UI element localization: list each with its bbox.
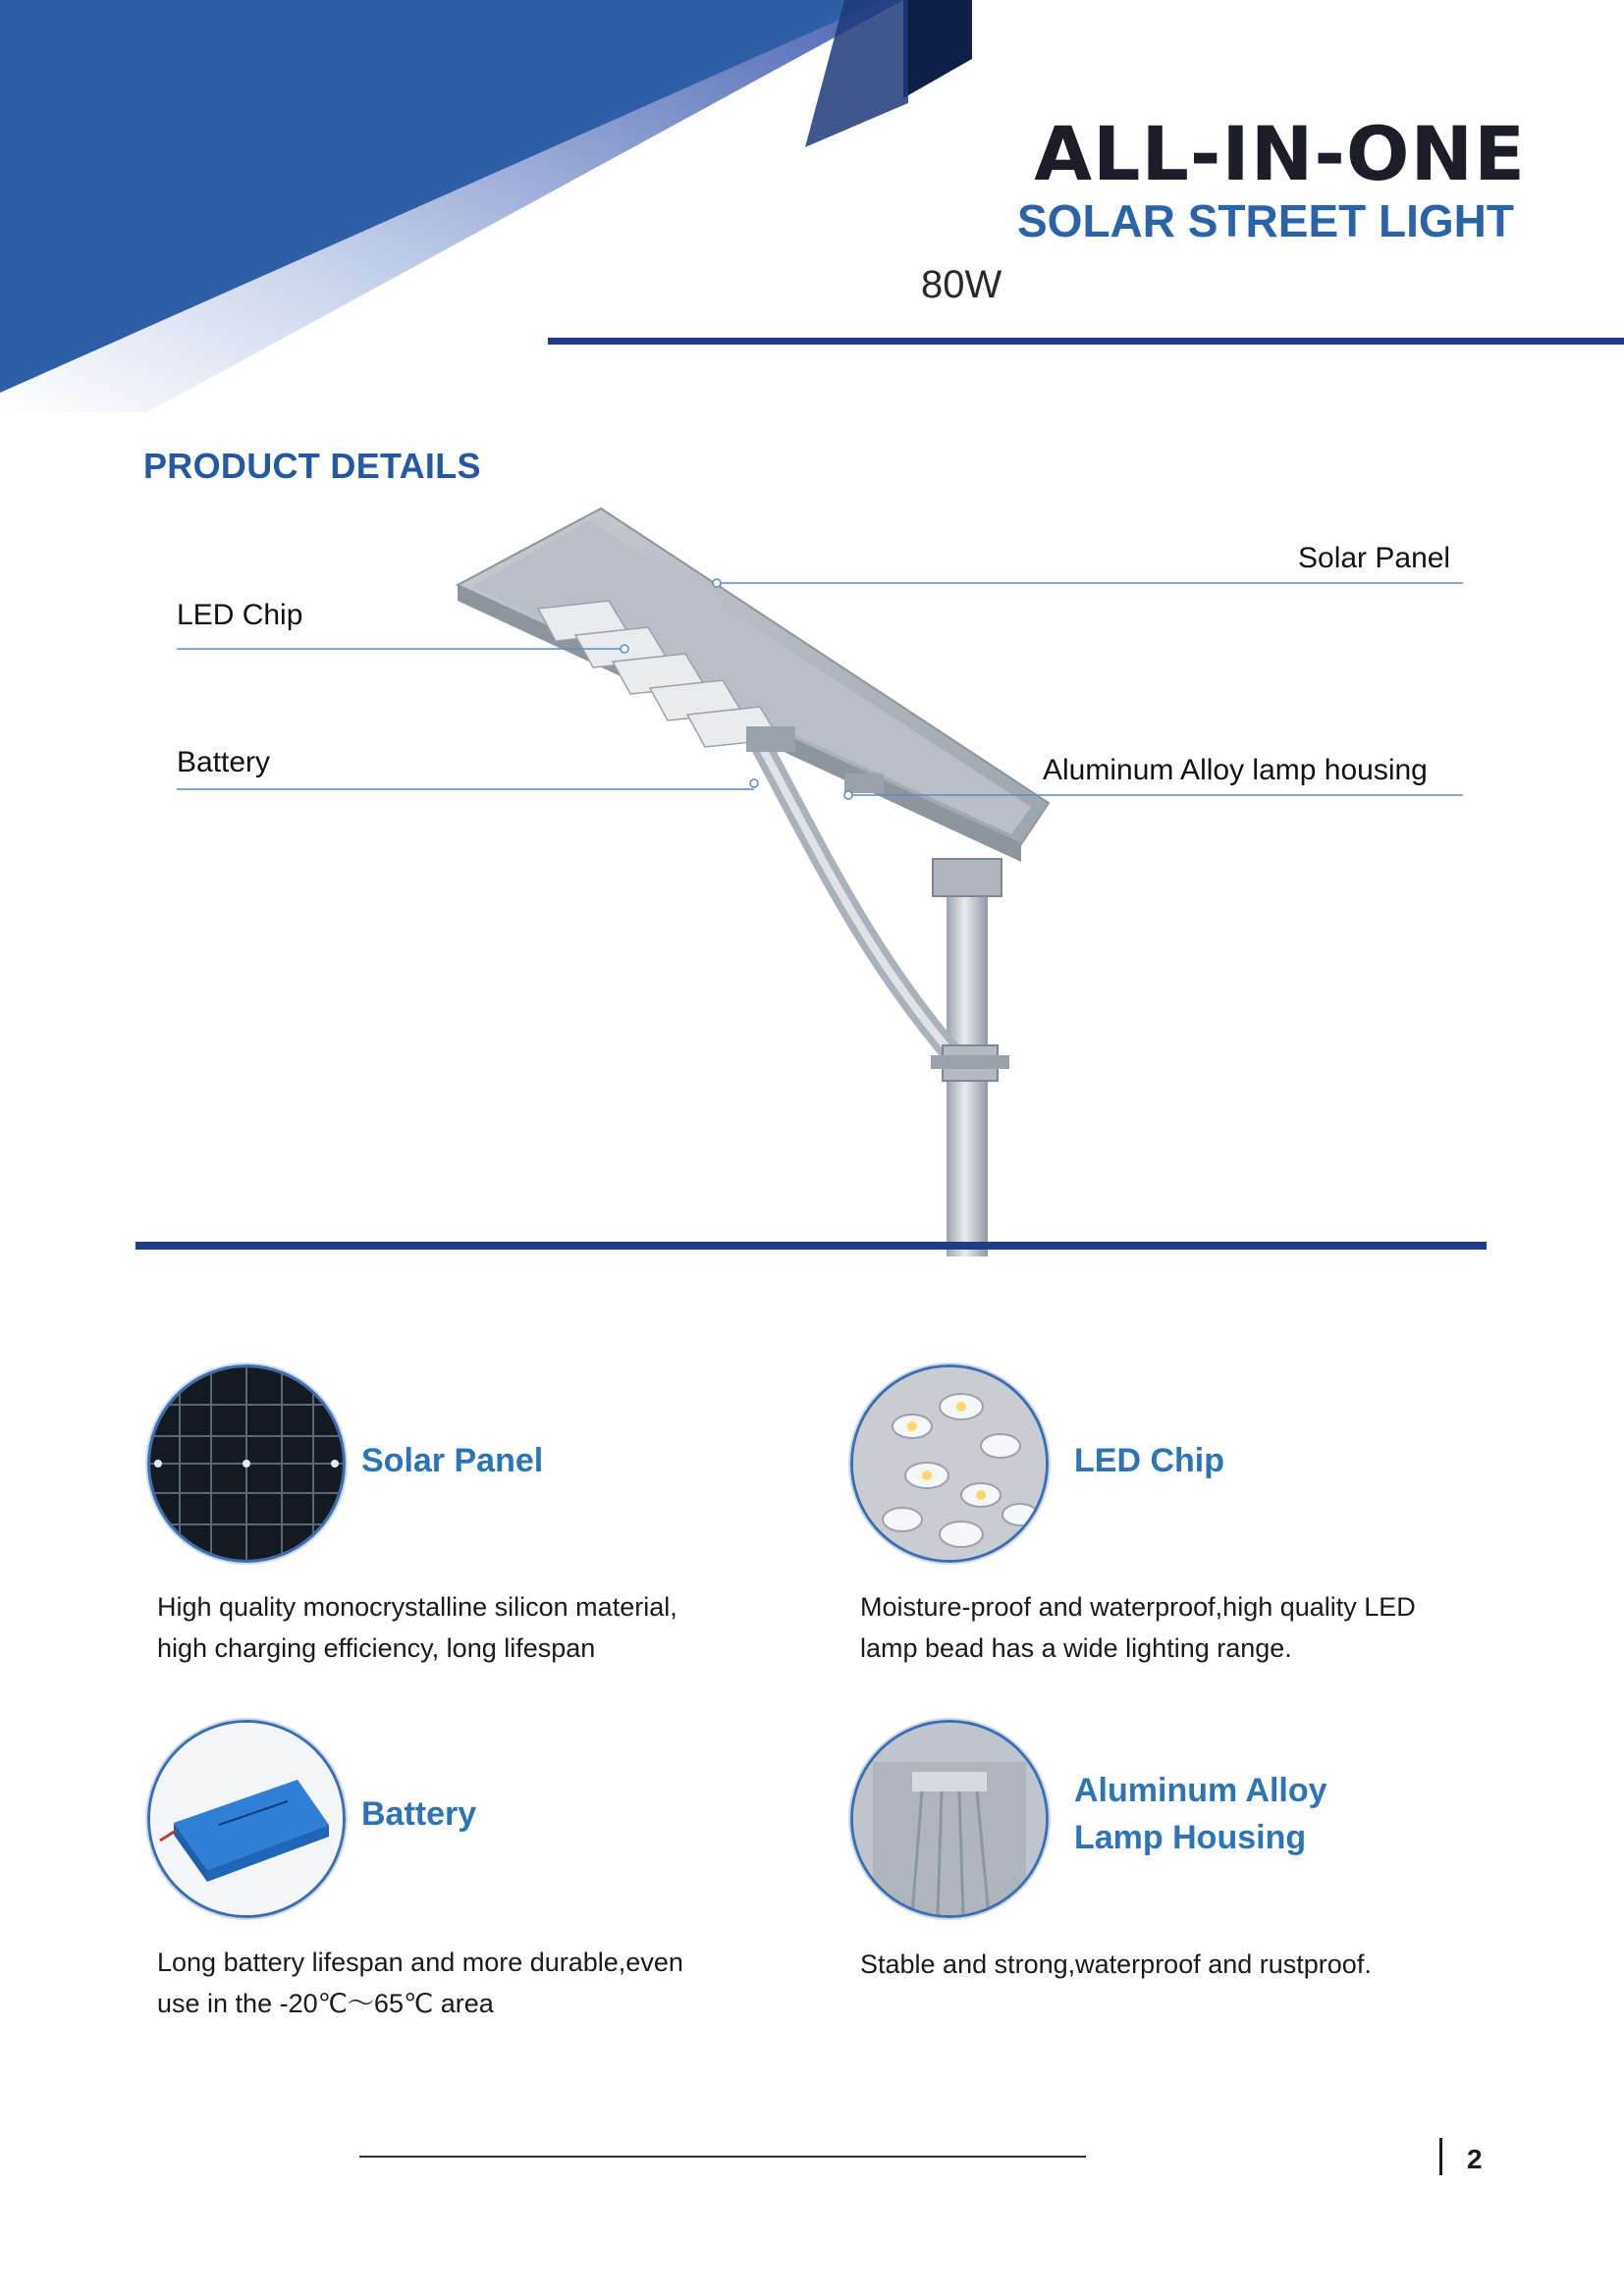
callout-solar-panel: Solar Panel [1298, 542, 1451, 574]
feature-desc-led-chip-line1: Moisture-proof and waterproof,high quality LED [860, 1592, 1416, 1622]
wattage-label: 80W [921, 263, 1002, 306]
feature-title-battery: Battery [361, 1795, 477, 1833]
lamp-housing-photo-icon [850, 1720, 1049, 1918]
feature-title-housing-line1: Aluminum Alloy [1074, 1772, 1327, 1809]
feature-desc-battery-line1: Long battery lifespan and more durable,even [157, 1948, 683, 1977]
feature-desc-solar-panel-line2: high charging efficiency, long lifespan [157, 1633, 596, 1663]
section-divider [135, 1242, 1487, 1250]
page-number: 2 [1467, 2144, 1483, 2174]
feature-title-housing-line2: Lamp Housing [1074, 1819, 1307, 1856]
feature-desc-housing: Stable and strong,waterproof and rustproof. [860, 1949, 1372, 1979]
header-banner-graphic [0, 0, 982, 412]
battery-photo-icon [147, 1720, 346, 1918]
page-number-divider [1439, 2138, 1442, 2175]
feature-desc-battery-line2: use in the -20℃～65℃ area [157, 1989, 494, 2018]
section-title-product-details: PRODUCT DETAILS [143, 446, 481, 486]
footer-rule [359, 2156, 1086, 2158]
document-title: ALL-IN-ONE [1034, 110, 1526, 197]
header-rule [548, 338, 1624, 345]
callout-led-chip: LED Chip [177, 599, 303, 631]
feature-desc-led-chip-line2: lamp bead has a wide lighting range. [860, 1633, 1292, 1663]
document-subtitle: SOLAR STREET LIGHT [1017, 195, 1514, 246]
feature-desc-solar-panel-line1: High quality monocrystalline silicon material, [157, 1592, 677, 1622]
feature-title-solar-panel: Solar Panel [361, 1442, 544, 1479]
led-chip-photo-icon [850, 1364, 1049, 1563]
callout-housing: Aluminum Alloy lamp housing [1043, 754, 1428, 786]
callout-battery: Battery [177, 746, 271, 778]
feature-title-led-chip: LED Chip [1074, 1442, 1224, 1479]
solar-panel-photo-icon [147, 1364, 346, 1563]
